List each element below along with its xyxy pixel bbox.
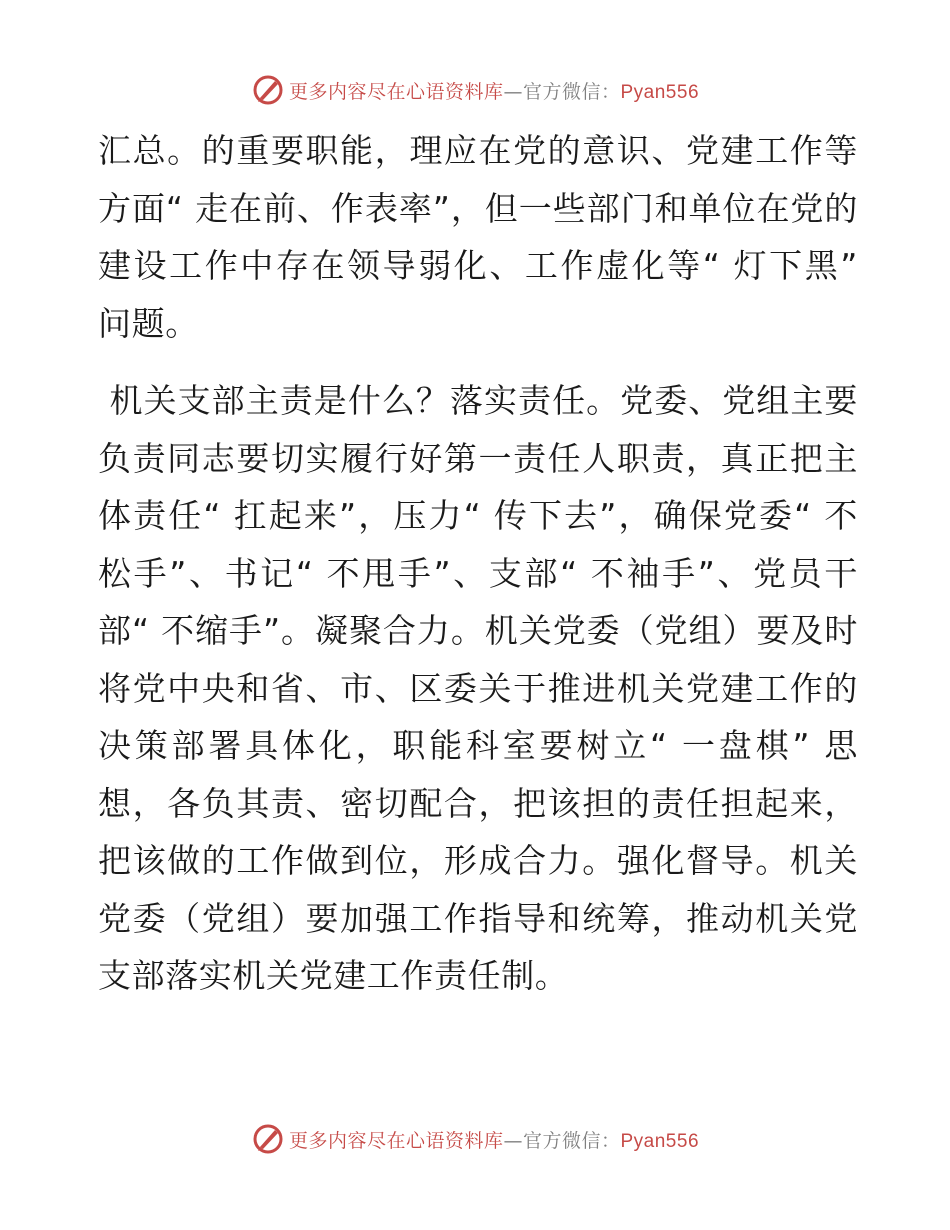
footer-watermark-banner [0, 1121, 950, 1157]
pen-circle-logo-icon [251, 1122, 285, 1156]
banner-label: 官方微信： [522, 1129, 621, 1152]
banner-dash: — [503, 1129, 523, 1152]
pen-circle-logo-icon [251, 73, 285, 107]
banner-dash: — [503, 80, 523, 103]
header-watermark-banner [0, 72, 950, 108]
banner-account: Pyan556 [620, 1130, 700, 1152]
banner-label: 官方微信： [522, 80, 621, 103]
banner-account: Pyan556 [620, 81, 700, 103]
banner-main-text: 更多内容尽在心语资料库 [288, 1129, 504, 1152]
paragraph-1: 汇总。的重要职能，理应在党的意识、党建工作等方面“ 走在前、作表率”，但一些部门和单位在党的建设工作中存在领导弱化、工作虚化等“ 灯下黑” 问题。 [98, 131, 870, 343]
banner-main-text: 更多内容尽在心语资料库 [288, 80, 504, 103]
document-body [98, 122, 870, 1005]
paragraph-2: 机关支部主责是什么？落实责任。党委、党组主要负责同志要切实履行好第一责任人职责，真正把主体责任“ 扛起来”，压力“ 传下去”，确保党委“ 不松手”、书记“ 不甩手”、支部“ 不袖手”、党员干部“ 不缩手”。凝聚合力。机关党委（党组）要及时将党中央和省、市、区委关于推进机关党建工作的决策部署具体化，职能科室要树立“ 一盘棋” 思想，各负其责、密切配合，把该担的责任担起来，把该做的工作做到位，形成合力。强化督导。机关党委（党组）要加强工作指导和统筹，推动机关党支部落实机关党建工作责任制。 [98, 381, 858, 995]
